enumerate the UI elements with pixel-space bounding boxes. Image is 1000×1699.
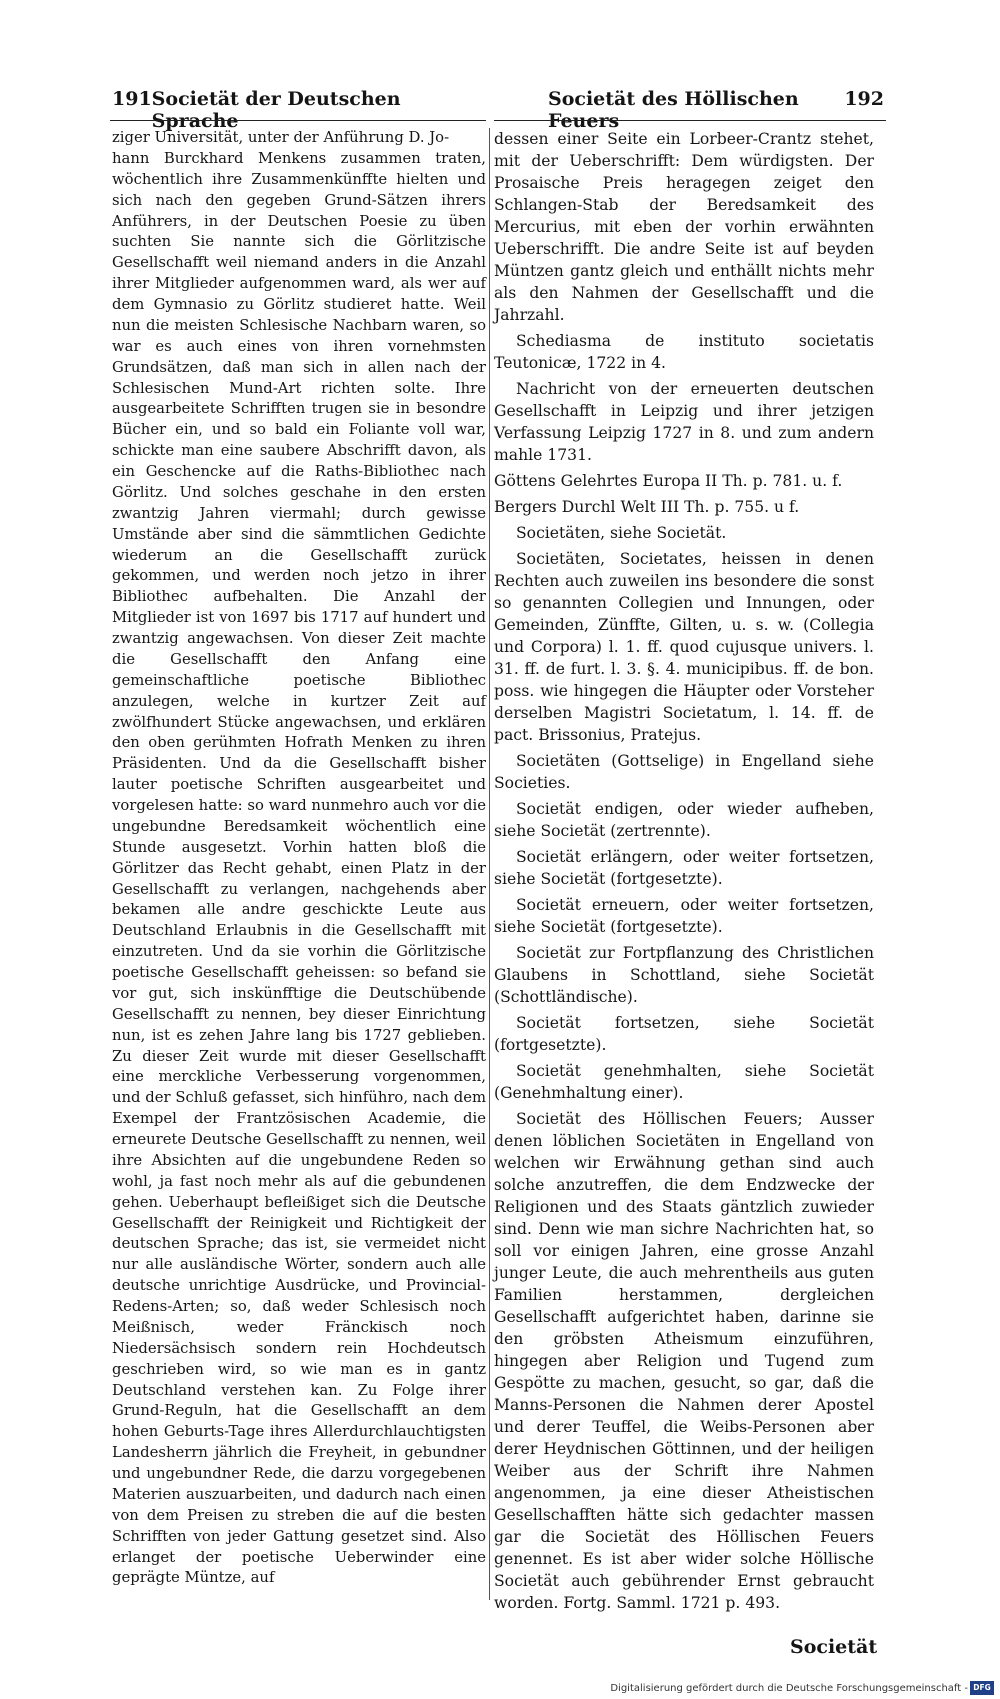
- column-divider: [489, 128, 490, 1600]
- entry-erlaengern: Societät erlängern, oder weiter fortsetzen, siehe Societät (fortgesetzte).: [494, 848, 874, 888]
- left-page-header: [112, 88, 440, 132]
- continued-paragraph: dessen einer Seite ein Lorbeer-Crantz stehet, mit der Ueberschrifft: Dem würdigsten. Der Prosaische Preis heragegen zeiget den Schlangen-Stab der Beredsamkeit des Mercurius, mit eben der vorhin erwähnten Ueberschrifft. Die andre Seite ist auf beyden Müntzen gantz gleich und enthällt nichts mehr als den Nahmen der Gesellschafft und die Jahrzahl.: [494, 130, 874, 324]
- left-body-paragraph: hann Burckhard Menkens zusammen traten, wöchentlich ihre Zusammenkünffte hielten und sich nach den gegeben Grund-Sätzen ihrers Anführers, in der Deutschen Poesie zu üben suchten Sie nannte sich die Görlitzische Gesellschafft weil niemand anders in die Anzahl ihrer Mitglieder aufgenommen ward, als wer auf dem Gymnasio zu Görlitz studieret hatte. Weil nun die meisten Schlesische Nachbarn waren, so war es auch eines von ihren vornehmsten Grundsätzen, daß man sich in allen nach der Schlesischen Mund-Art richten solte. Ihre ausgearbeitete Schrifften trugen sie in besondre Bücher ein, und so bald ein Foliante voll war, schickte man eine saubere Abschrifft davon, als ein Geschencke auf die Raths-Bibliothec nach Görlitz. Und solches geschahe in den ersten zwantzig Jahren viermahl; durch gewisse Umstände aber sind die sämmtlichen Gedichte wiederum an die Gesellschafft zurück gekommen, und werden noch jetzo in ihrer Bibliothec aufbehalten. Die Anzahl der Mitglieder ist von 1697 bis 1717 auf hundert und zwantzig angewachsen. Von dieser Zeit machte die Gesellschafft den Anfang eine gemeinschaftliche poetische Bibliothec anzulegen, welche in kurtzer Zeit auf zwölfhundert Stücke angewachsen, und erklären den oben gerühmten Hofrath Menken zu ihren Präsidenten. Und da die Gesellschafft bisher lauter poetische Schriften ausgearbeitet und vorgelesen hatte: so ward nunmehro auch vor die ungebundne Beredsamkeit wöchentlich eine Stunde ausgesetzt. Vorhin hatten bloß die Görlitzer das Recht gehabt, einen Platz in der Gesellschafft zu verlangen, nachgehends aber bekamen alle andre geschickte Leute aus Deutschland Erlaubnis in die Gesellschafft mit einzutreten. Und da sie vorhin die Görlitzische poetische Gesellschafft geheissen: so befand sie vor gut, sich inskünfftige die Deutschübende Gesellschafft zu nennen, bey dieser Einrichtung nun, ist es zehen Jahre lang bis 1727 geblieben. Zu dieser Zeit wurde mit dieser Gesellschafft eine merckliche Verbesserung vorgenommen, und der Schluß gefasset, sich hinführo, nach dem Exempel der Frantzösischen Academie, die erneurete Deutsche Gesellschafft zu nennen, weil ihre Absichten auf die ungebundene Reden so wohl, ja fast noch mehr als auf die gebundenen gehen. Ueberhaupt befleißiget sich die Deutsche Gesellschafft der Reinigkeit und Richtigkeit der deutschen Sprache; das ist, sie vermeidet nicht nur alle ausländische Wörter, sondern auch alle deutsche unrichtige Ausdrücke, und Provincial-Redens-Arten; so, daß weder Schlesisch noch Meißnisch, weder Fränckisch noch Niedersächsisch sondern rein Hochdeutsch geschrieben wird, so wie man es in gantz Deutschland verstehen kan. Zu Folge ihrer Grund-Reguln, hat die Gesellschafft an dem hohen Geburts-Tage ihres Allerdurchlauchtigsten Landesherrn jährlich die Freyheit, in gebundner und ungebundner Rede, die darzu vorgegebenen Materien auszuarbeiten, und dadurch nach einen von dem Preisen zu streben die auf die besten Schrifften von jeder Gattung gesetzet sind. Also erlanget der poetische Ueberwinder eine geprägte Müntze, auf: [112, 149, 486, 1587]
- reference-schediasma: Schediasma de instituto societatis Teutonicæ, 1722 in 4.: [494, 332, 874, 372]
- entry-societaeten-societates: Societäten, Societates, heissen in denen Rechten auch zuweilen ins besondere die sonst so genannten Collegien und Innungen, oder Gemeinden, Zünffte, Gilten, u. s. w. (Collegia und Corpora) l. 1. ff. quod cujusque univers. l. 31. ff. de furt. l. 3. §. 4. municipibus. ff. de bon. poss. wie hingegen die Häupter oder Vorsteher derselben Magistri Societatum, l. 14. ff. de pact. Brissonius, Pratejus.: [494, 550, 874, 744]
- digitization-footer: [0, 1678, 1000, 1699]
- left-header-rule: [110, 120, 486, 121]
- catchword: Societät: [790, 1636, 878, 1658]
- entry-endigen: Societät endigen, oder wieder aufheben, siehe Societät (zertrennte).: [494, 800, 874, 840]
- entry-gottselige: Societäten (Gottselige) in Engelland siehe Societies.: [494, 752, 874, 792]
- left-running-title: Societät der Deutschen Sprache: [151, 88, 401, 132]
- left-first-line: ziger Universität, unter der Anführung D. Jo-: [112, 129, 450, 146]
- left-text-column: [112, 128, 486, 1589]
- reference-nachricht: Nachricht von der erneuerten deutschen Gesellschafft in Leipzig und ihrer jetzigen Verfassung Leipzig 1727 in 8. und zum andern mahle 1731.: [494, 380, 874, 464]
- right-text-column: [494, 128, 874, 1618]
- entry-hoellisches-feuer: Societät des Höllischen Feuers; Ausser denen löblichen Societäten in Engelland von welchen wir Erwähnung gethan sind auch solche anzutreffen, die dem Endzwecke der Religionen und des Staats gäntzlich zuwieder sind. Denn wie man sichre Nachrichten hat, so soll vor einigen Jahren, eine grosse Anzahl junger Leute, die auch mehrentheils aus guten Familien herstammen, dergleichen Gesellschafft aufgerichtet haben, darinne sie den gröbsten Atheismum einzuführen, hingegen aber Religion und Tugend zum Gespötte zu machen, gesucht, so gar, daß die Manns-Personen die Nahmen derer Apostel und derer Teuffel, die Weibs-Personen aber derer Heydnischen Göttinnen, und der heiligen Weiber aus der Schrift ihre Nahmen angenommen, ja eine dieser Atheistischen Gesellschafften hätte sich gedachter massen gar die Societät des Höllischen Feuers genennet. Es ist aber wider solche Höllische Societät auch gebührender Ernst gebraucht worden. Fortg. Samml. 1721 p. 493.: [494, 1110, 874, 1612]
- entry-fortsetzen: Societät fortsetzen, siehe Societät (fortgesetzte).: [494, 1014, 874, 1054]
- reference-bergers: Bergers Durchl Welt III Th. p. 755. u f.: [494, 498, 800, 516]
- dfg-logo-icon: DFG: [970, 1681, 994, 1695]
- right-running-title: Societät des Höllischen Feuers: [548, 88, 799, 132]
- right-page-number: 192: [844, 88, 884, 110]
- entry-erneuern: Societät erneuern, oder weiter fortsetzen, siehe Societät (fortgesetzte).: [494, 896, 874, 936]
- left-page-number: 191: [112, 88, 152, 110]
- footer-credit-text: Digitalisierung gefördert durch die Deutsche Forschungsgemeinschaft -: [610, 1683, 968, 1694]
- entry-genehmhalten: Societät genehmhalten, siehe Societät (Genehmhaltung einer).: [494, 1062, 874, 1102]
- reference-goettens: Göttens Gelehrtes Europa II Th. p. 781. u. f.: [494, 472, 843, 490]
- right-page-header: [548, 88, 884, 132]
- entry-fortpflanzung: Societät zur Fortpflanzung des Christlichen Glaubens in Schottland, siehe Societät (Schottländische).: [494, 944, 874, 1006]
- entry-societaeten-see: Societäten, siehe Societät.: [516, 524, 727, 542]
- right-header-rule: [494, 120, 886, 121]
